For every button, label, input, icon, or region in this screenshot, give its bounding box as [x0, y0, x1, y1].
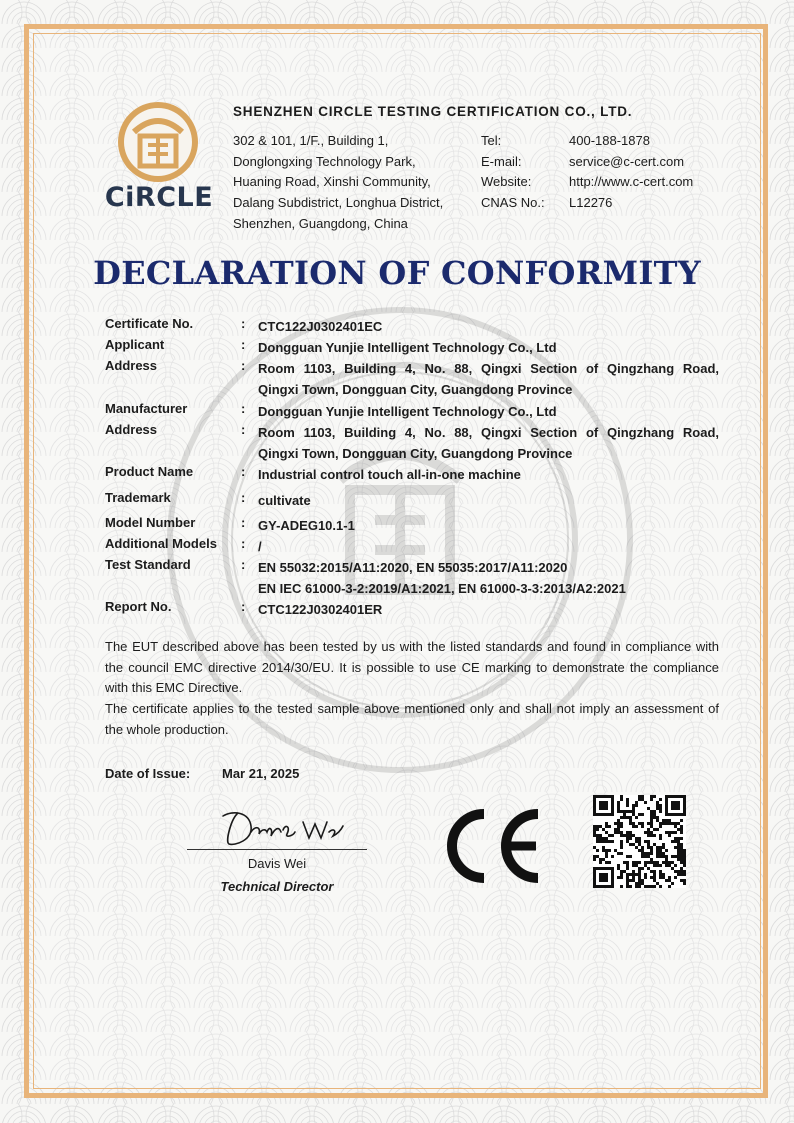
document-title: DECLARATION OF CONFORMITY [93, 254, 701, 292]
company-logo [96, 100, 222, 218]
report-number: CTC122J0302401ER [258, 602, 383, 617]
standard-line-2: EN IEC 61000-3-2:2019/A1:2021, EN 61000-3-3:2013/A2:2021 [258, 581, 626, 596]
date-label: Date of Issue: [105, 766, 191, 781]
field-label: Address [105, 358, 158, 373]
test-standards [258, 557, 719, 599]
certificate-number: CTC122J0302401EC [258, 319, 383, 334]
address-line: Huaning Road, Xinshi Community, [233, 174, 431, 190]
signatory-title: Technical Director [220, 879, 334, 894]
contact-email [481, 152, 693, 173]
standard-line-1: EN 55032:2015/A11:2020, EN 55035:2017/A11:2020 [258, 560, 568, 575]
contact-details [481, 131, 693, 214]
date-value: Mar 21, 2025 [222, 766, 300, 781]
ce-mark-icon [436, 808, 544, 884]
contact-label: E-mail: [481, 153, 522, 169]
contact-value: 400-188-1878 [569, 133, 650, 148]
applicant-address [258, 358, 719, 400]
field-label: Model Number [105, 515, 196, 530]
field-separator: : [241, 422, 246, 437]
contact-label: CNAS No.: [481, 195, 545, 211]
field-label: Report No. [105, 599, 172, 614]
address-line: Shenzhen, Guangdong, China [233, 215, 408, 231]
field-separator: : [241, 358, 246, 373]
field-separator: : [241, 515, 246, 530]
address-line: Dalang Subdistrict, Longhua District, [233, 195, 444, 211]
contact-label: Tel: [481, 133, 502, 148]
field-label: Test Standard [105, 557, 191, 572]
logo-wordmark: CiRCLE [104, 182, 214, 213]
trademark-value: cultivate [258, 493, 311, 508]
contact-website [481, 172, 693, 193]
address-line: 302 & 101, 1/F., Building 1, [233, 133, 389, 148]
field-label: Additional Models [105, 536, 217, 551]
address-line-2: Qingxi Town, Dongguan City, Guangdong Province [258, 382, 573, 397]
additional-models: / [258, 539, 262, 554]
compliance-statement [105, 637, 719, 741]
date-of-issue [105, 766, 300, 781]
field-separator: : [241, 316, 246, 331]
manufacturer-name: Dongguan Yunjie Intelligent Technology Co., Ltd [258, 404, 557, 419]
field-separator: : [241, 536, 246, 551]
field-label: Certificate No. [105, 316, 194, 331]
contact-label: Website: [481, 174, 532, 190]
model-number: GY-ADEG10.1-1 [258, 518, 355, 533]
signature-icon [215, 802, 350, 852]
field-label: Trademark [105, 490, 171, 505]
field-label: Product Name [105, 464, 194, 479]
field-label: Address [105, 422, 158, 437]
address-line-1: Room 1103, Building 4, No. 88, Qingxi Section of Qingzhang Road, [258, 425, 719, 440]
address-line-1: Room 1103, Building 4, No. 88, Qingxi Section of Qingzhang Road, [258, 361, 719, 376]
manufacturer-address [258, 422, 719, 464]
contact-cnas [481, 193, 693, 214]
signatory-name: Davis Wei [247, 856, 307, 871]
applicant-name: Dongguan Yunjie Intelligent Technology Co., Ltd [258, 340, 557, 355]
qr-code-icon [593, 795, 686, 888]
field-separator: : [241, 599, 246, 614]
field-separator: : [241, 490, 246, 505]
field-separator: : [241, 464, 246, 479]
field-separator: : [241, 401, 246, 416]
statement-paragraph: The EUT described above has been tested by us with the listed standards and found in compliance with the council EMC directive 2014/30/EU. It is possible to use CE marking to demonstrate the compliance with this EMC Directive. [105, 639, 719, 696]
circle-logo-icon [116, 100, 200, 184]
signature-line [187, 849, 367, 850]
product-name: Industrial control touch all-in-one machine [258, 467, 521, 482]
contact-value: service@c-cert.com [569, 153, 685, 169]
field-separator: : [241, 557, 246, 572]
address-line: Donglongxing Technology Park, [233, 153, 416, 169]
field-label: Applicant [105, 337, 165, 352]
contact-value: L12276 [569, 195, 613, 211]
field-separator: : [241, 337, 246, 352]
contact-tel [481, 131, 693, 152]
address-line-2: Qingxi Town, Dongguan City, Guangdong Province [258, 446, 573, 461]
contact-value: http://www.c-cert.com [569, 174, 694, 190]
field-label: Manufacturer [105, 401, 188, 416]
statement-paragraph: The certificate applies to the tested sample above mentioned only and shall not imply an assessment of the whole production. [105, 701, 719, 737]
company-name: SHENZHEN CIRCLE TESTING CERTIFICATION CO., LTD. [233, 104, 633, 119]
company-address [233, 131, 443, 235]
